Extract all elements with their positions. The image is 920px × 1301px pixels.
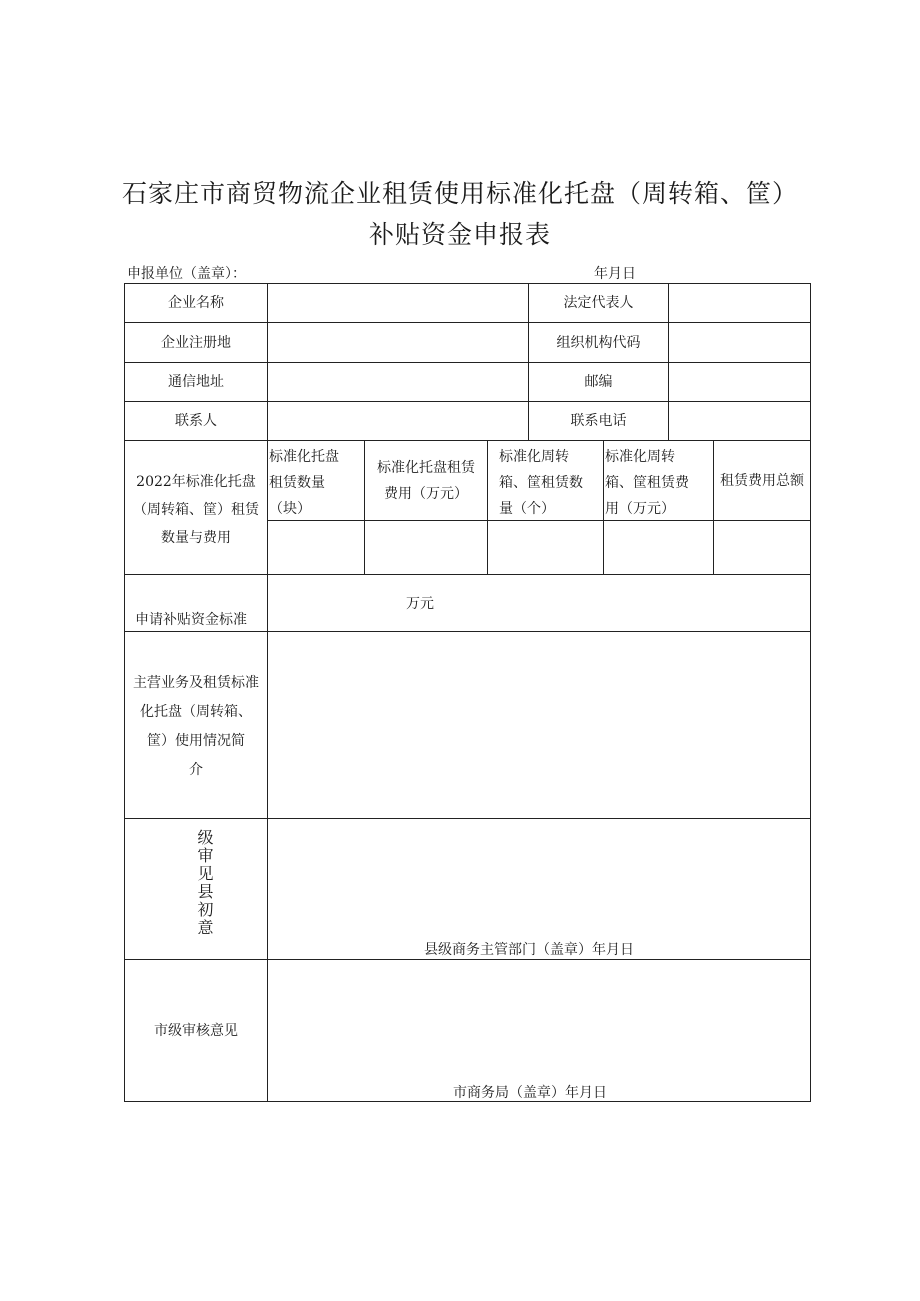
registration-place-field[interactable] [267,322,529,363]
city-review-field[interactable] [267,959,811,1102]
company-name-field[interactable] [267,283,529,323]
rental-column-header [267,440,365,521]
subsidy-standard-label: 申请补贴资金标准 [135,612,247,628]
county-sign-line: 县级商务主管部门（盖章）年月日 [424,942,634,958]
rental-section-label-cell [124,440,268,575]
business-intro-label-cell [124,631,268,819]
pallet-fee-header: 标准化托盘租赁 费用（万元） [377,459,475,502]
box-quantity-field[interactable] [487,520,604,575]
total-fee-header: 租赁费用总额 [720,472,804,489]
contact-person-label: 联系人 [124,401,268,441]
business-intro-field[interactable] [267,631,811,819]
city-sign-line: 市商务局（盖章）年月日 [453,1085,607,1101]
contact-person-field[interactable] [267,401,529,441]
pallet-quantity-header: 标准化托盘 租赁数量 （块） [269,449,339,517]
form-title-line-2: 补贴资金申报表 [368,220,551,249]
postcode-field[interactable] [668,362,811,402]
box-quantity-header: 标准化周转 箱、筐租赁数 量（个） [499,449,583,517]
contact-phone-label: 联系电话 [528,401,669,441]
pallet-fee-field[interactable] [364,520,488,575]
mailing-address-field[interactable] [267,362,529,402]
mailing-address-label: 通信地址 [124,362,268,402]
county-review-field[interactable] [267,818,811,960]
box-fee-field[interactable] [603,520,714,575]
company-name-label: 企业名称 [124,283,268,323]
form-title-line-1: 石家庄市商贸物流企业租赁使用标准化托盘（周转箱、筐） [121,179,798,208]
rental-column-header [487,440,604,521]
subsidy-amount-field[interactable] [267,574,811,632]
report-date-label: 年月日 [594,266,636,282]
legal-representative-label: 法定代表人 [528,283,669,323]
business-intro-label: 主营业务及租赁标准 化托盘（周转箱、 筐）使用情况简 介 [133,675,259,778]
postcode-label: 邮编 [528,362,669,402]
organization-code-label: 组织机构代码 [528,322,669,363]
organization-code-field[interactable] [668,322,811,363]
legal-representative-field[interactable] [668,283,811,323]
rental-section-label: 2022年标准化托盘 （周转箱、筐）租赁 数量与费用 [133,474,259,546]
box-fee-header: 标准化周转 箱、筐租赁费 用（万元） [605,449,689,517]
rental-column-header [713,440,811,521]
county-review-label-cell [124,818,268,960]
county-review-label: 级审见县初意 [195,829,214,937]
rental-column-header [603,440,714,521]
pallet-quantity-field[interactable] [267,520,365,575]
subsidy-unit-label: 万元 [406,596,434,612]
registration-place-label: 企业注册地 [124,322,268,363]
applicant-unit-label: 申报单位（盖章）： [127,266,246,282]
rental-column-header [364,440,488,521]
contact-phone-field[interactable] [668,401,811,441]
subsidy-standard-label-cell [124,574,268,632]
city-review-label: 市级审核意见 [124,959,268,1102]
total-fee-field[interactable] [713,520,811,575]
